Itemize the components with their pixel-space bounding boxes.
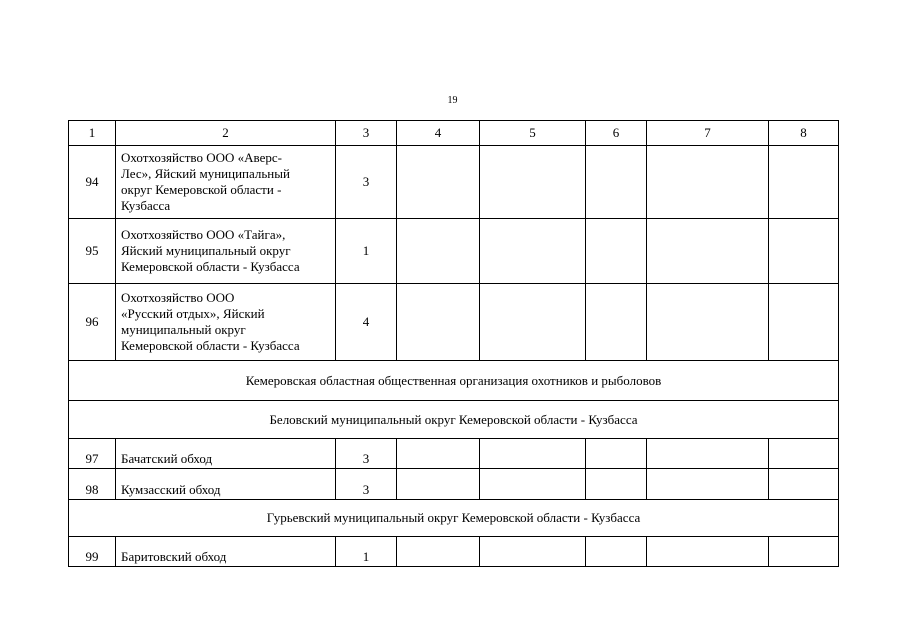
row-number: 99 (69, 537, 116, 567)
row-value: 1 (336, 219, 397, 284)
table-row (69, 146, 839, 219)
header-cell: 3 (336, 121, 397, 146)
row-name: Кумзасский обход (116, 469, 336, 500)
header-cell: 6 (586, 121, 647, 146)
row-number: 96 (69, 284, 116, 361)
empty-cell (586, 219, 647, 284)
empty-cell (647, 146, 769, 219)
row-name: Охотхозяйство ООО «Русский отдых», Яйский муниципальный округ Кемеровской области - Кузбасса (116, 284, 336, 361)
header-cell: 7 (647, 121, 769, 146)
empty-cell (769, 439, 839, 469)
empty-cell (480, 439, 586, 469)
header-cell: 5 (480, 121, 586, 146)
empty-cell (647, 469, 769, 500)
empty-cell (397, 439, 480, 469)
empty-cell (647, 284, 769, 361)
empty-cell (480, 537, 586, 567)
empty-cell (480, 284, 586, 361)
empty-cell (769, 537, 839, 567)
table-row (69, 219, 839, 284)
section-title-belovo: Беловский муниципальный округ Кемеровской области - Кузбасса (69, 401, 839, 439)
empty-cell (647, 439, 769, 469)
row-number: 98 (69, 469, 116, 500)
row-number: 97 (69, 439, 116, 469)
section-row (69, 401, 839, 439)
row-name: Баритовский обход (116, 537, 336, 567)
table-row (69, 469, 839, 500)
table-header-row (69, 121, 839, 146)
row-value: 1 (336, 537, 397, 567)
row-value: 3 (336, 469, 397, 500)
empty-cell (397, 469, 480, 500)
empty-cell (480, 219, 586, 284)
header-cell: 4 (397, 121, 480, 146)
empty-cell (586, 537, 647, 567)
empty-cell (586, 284, 647, 361)
empty-cell (480, 469, 586, 500)
row-number: 95 (69, 219, 116, 284)
empty-cell (586, 439, 647, 469)
table-row (69, 284, 839, 361)
section-row (69, 361, 839, 401)
row-name: Охотхозяйство ООО «Тайга», Яйский муниципальный округ Кемеровской области - Кузбасса (116, 219, 336, 284)
row-number: 94 (69, 146, 116, 219)
section-title-guryevsk: Гурьевский муниципальный округ Кемеровской области - Кузбасса (69, 500, 839, 537)
empty-cell (397, 219, 480, 284)
empty-cell (647, 219, 769, 284)
table-row (69, 439, 839, 469)
hunting-grounds-table (68, 120, 839, 567)
row-value: 3 (336, 439, 397, 469)
empty-cell (397, 284, 480, 361)
empty-cell (586, 469, 647, 500)
header-cell: 1 (69, 121, 116, 146)
section-row (69, 500, 839, 537)
row-name: Бачатский обход (116, 439, 336, 469)
empty-cell (397, 146, 480, 219)
header-cell: 8 (769, 121, 839, 146)
table-row (69, 537, 839, 567)
section-title-organization: Кемеровская областная общественная организация охотников и рыболовов (69, 361, 839, 401)
row-value: 4 (336, 284, 397, 361)
page-number: 19 (447, 95, 458, 106)
empty-cell (397, 537, 480, 567)
empty-cell (586, 146, 647, 219)
header-cell: 2 (116, 121, 336, 146)
row-value: 3 (336, 146, 397, 219)
empty-cell (769, 469, 839, 500)
empty-cell (480, 146, 586, 219)
empty-cell (647, 537, 769, 567)
empty-cell (769, 219, 839, 284)
row-name: Охотхозяйство ООО «Аверс- Лес», Яйский муниципальный округ Кемеровской области - Кузбасса (116, 146, 336, 219)
empty-cell (769, 146, 839, 219)
empty-cell (769, 284, 839, 361)
